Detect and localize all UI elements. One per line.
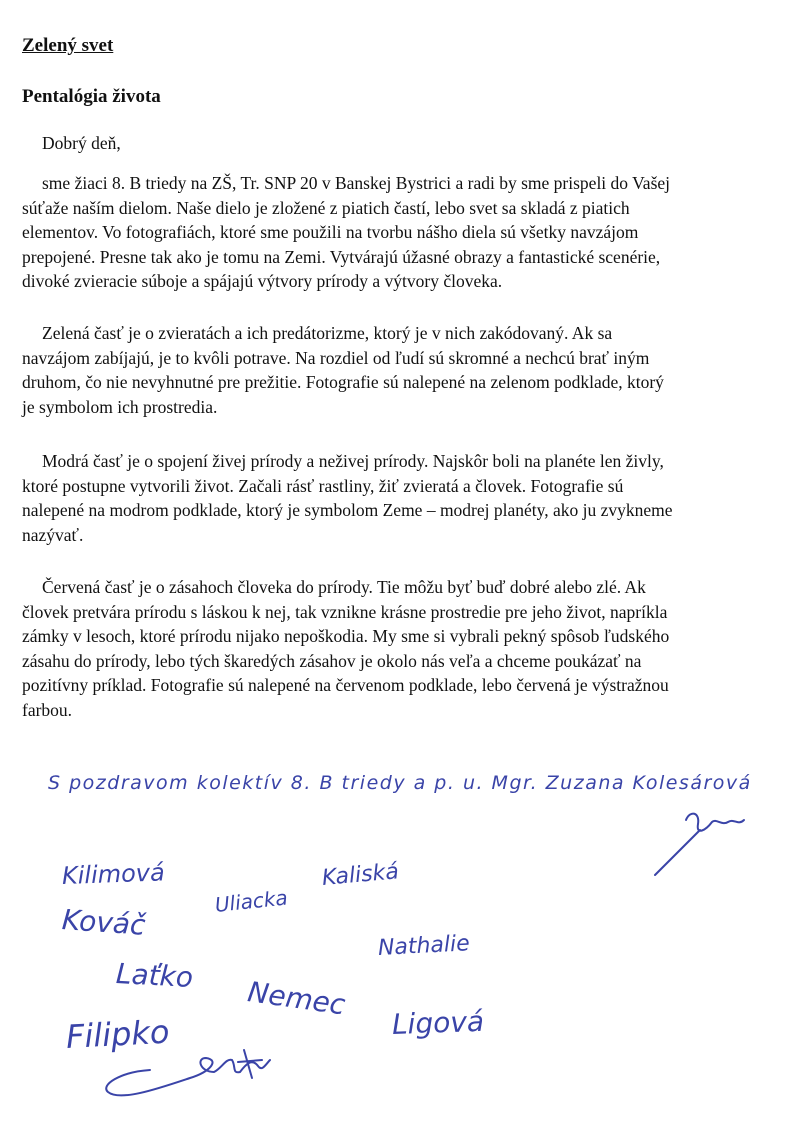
teacher-signature-stroke [655,830,700,875]
paragraph-red-part [22,575,797,723]
handwritten-closing: S pozdravom kolektív 8. B triedy a p. u. Mgr. Zuzana Kolesárová [48,772,752,794]
document-title: Zelený svet [22,35,114,56]
paragraph-line: divoké zvieracie súboje a spájajú výtvory prírody a výtvory človeka. [22,271,503,292]
paragraph-line: sme žiaci 8. B triedy na ZŠ, Tr. SNP 20 v Banskej Bystrici a radi by sme prispeli do Vašej [42,173,671,193]
paragraph-line: prepojené. Presne tak ako je tomu na Zemi. Vytvárajú úžasné obrazy a fantastické scenérie, [22,246,661,267]
paragraph-intro [22,171,797,294]
greeting: Dobrý deň, [42,133,121,153]
paragraph-line: Zelená časť je o zvieratách a ich predátorizme, ktorý je v nich zakódovaný. Ak sa [42,323,613,343]
signature: Laťko [115,957,194,995]
signature: Nathalie [377,931,471,961]
signature: Uliacka [213,885,289,917]
paragraph-line: farbou. [22,699,73,720]
paragraph-line: je symbolom ich prostredia. [22,396,218,417]
paragraph-line: človek pretvára prírodu s láskou k nej, tak vznikne krásne prostredie pre jeho život, napríkla [22,601,668,622]
scribble-signature-stroke [106,1058,270,1095]
paragraph-line: zásahu do prírody, lebo tých škaredých zásahov je okolo nás veľa a chceme poukázať na [22,650,642,671]
document-subtitle: Pentalógia života [22,86,161,107]
paragraph-line: ktoré postupne vytvorili život. Začali rásť rastliny, žiť zvieratá a človek. Fotografie sú [22,475,624,496]
paragraph-green-part [22,321,797,419]
signature: Kilimová [61,858,166,890]
paragraph-line: Červená časť je o zásahoch človeka do prírody. Tie môžu byť buď dobré alebo zlé. Ak [42,577,646,597]
signature: Filipko [65,1012,171,1056]
teacher-signature-stroke [686,814,744,831]
signature: Kováč [60,903,147,942]
paragraph-line: druhom, čo nie nevyhnutné pre prežitie. Fotografie sú nalepené na zelenom podklade, ktorý [22,372,664,393]
paragraph-line: zámky v lesoch, ktoré prírodu nijako nepoškodia. My sme si vybrali pekný spôsob ľudského [22,626,670,647]
paragraph-line: nazývať. [22,524,84,545]
signature: Nemec [245,975,348,1022]
paragraph-line: nalepené na modrom podklade, ktorý je symbolom Zeme – modrej planéty, ako ju zvykneme [22,500,673,521]
paragraph-line: navzájom zabíjajú, je to kvôli potrave. Na rozdiel od ľudí sú skromné a nechcú brať iným [22,347,650,368]
paragraph-blue-part [22,449,797,547]
scribble-signature-stroke [244,1050,252,1078]
paragraph-line: Modrá časť je o spojení živej prírody a neživej prírody. Najskôr boli na planéte len živly, [42,451,664,471]
paragraph-line: elementov. Vo fotografiách, ktoré sme použili na tvorbu nášho diela sú všetky navzájom [22,222,639,243]
paragraph-line: súťaže naším dielom. Naše dielo je zložené z piatich častí, lebo svet sa skladá z piatich [22,197,630,218]
signature: Kaliská [320,859,400,891]
scribble-signature-stroke [238,1060,262,1062]
paragraph-line: pozitívny príklad. Fotografie sú nalepené na červenom podklade, lebo červená je výstražnou [22,675,669,696]
signature: Ligová [391,1004,485,1041]
